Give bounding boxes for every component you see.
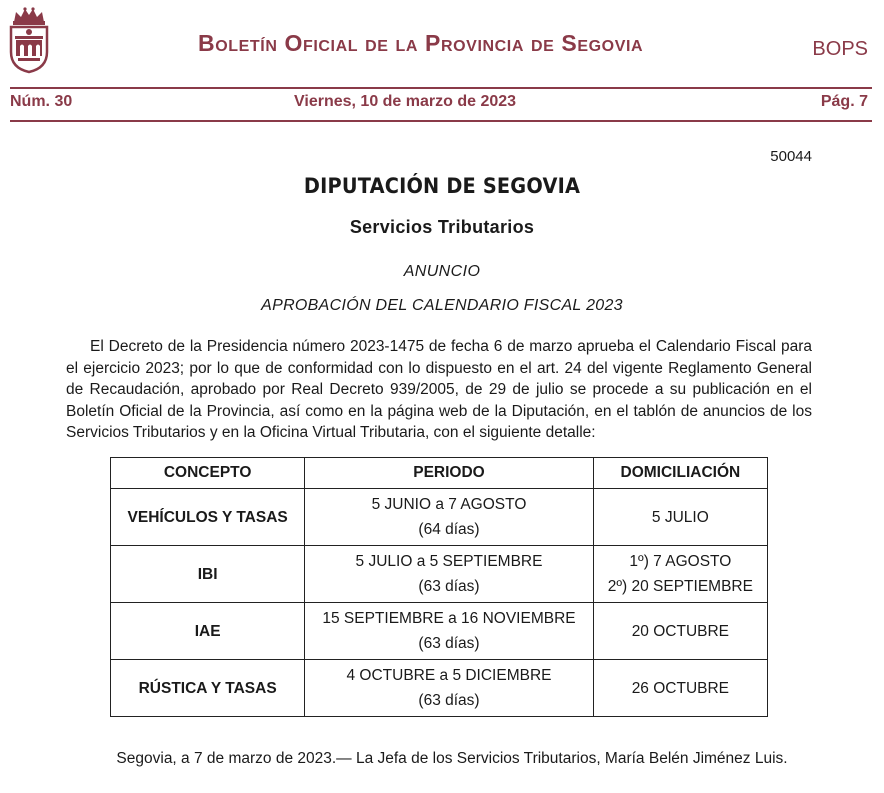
direct-debit-date: 26 OCTUBRE bbox=[631, 679, 730, 697]
period-cell bbox=[305, 603, 593, 660]
announcement-ref-number: 50044 bbox=[770, 148, 812, 165]
issue-date: Viernes, 10 de marzo de 2023 bbox=[294, 93, 517, 110]
period-cell bbox=[305, 660, 593, 717]
direct-debit-date: 20 OCTUBRE bbox=[631, 622, 730, 640]
concept-cell: RÚSTICA Y TASAS bbox=[111, 660, 305, 717]
period-range: 4 OCTUBRE a 5 DICIEMBRE bbox=[346, 667, 552, 684]
direct-debit-date: 1º) 7 AGOSTO bbox=[629, 553, 732, 570]
column-header-direct-debit: DOMICILIACIÓN bbox=[593, 458, 767, 489]
body-paragraph: El Decreto de la Presidencia número 2023-1475 de fecha 6 de marzo aprueba el Calendario Fiscal para el ejercicio 2023; por lo que de conformidad con lo dispuesto en el art. 24 del vigente Reglamento General de Recaudación, aprobado por Real Decreto 939/2005, de 29 de julio se procede a su publicación en el Boletín Oficial de la Provincia, así como en la página web de la Diputación, en el tablón de anuncios de los Servicios Tributarios y en la Oficina Virtual Tributaria, con el siguiente detalle: bbox=[66, 338, 812, 441]
period-days: (64 días) bbox=[418, 521, 480, 538]
period-range: 5 JUNIO a 7 AGOSTO bbox=[371, 496, 527, 513]
notice-type: ANUNCIO bbox=[403, 263, 481, 280]
department-heading: Servicios Tributarios bbox=[349, 217, 535, 237]
period-range: 5 JULIO a 5 SEPTIEMBRE bbox=[355, 553, 543, 570]
notice-subject: APROBACIÓN DEL CALENDARIO FISCAL 2023 bbox=[261, 297, 623, 314]
period-days: (63 días) bbox=[418, 692, 480, 709]
direct-debit-date: 2º) 20 SEPTIEMBRE bbox=[607, 578, 753, 595]
direct-debit-date: 5 JULIO bbox=[651, 508, 709, 526]
direct-debit-cell bbox=[593, 546, 767, 603]
bulletin-header bbox=[0, 0, 884, 90]
direct-debit-cell bbox=[593, 660, 767, 717]
organization-heading: DIPUTACIÓN DE SEGOVIA bbox=[303, 174, 581, 198]
bulletin-title: Boletín Oficial de la Provincia de Segovia bbox=[198, 30, 644, 56]
concept-cell: VEHÍCULOS Y TASAS bbox=[111, 489, 305, 546]
table-header-row bbox=[111, 458, 768, 489]
table-row bbox=[111, 660, 768, 717]
table-row bbox=[111, 489, 768, 546]
period-days: (63 días) bbox=[418, 635, 480, 652]
issue-number: Núm. 30 bbox=[10, 93, 73, 110]
column-header-concept: CONCEPTO bbox=[111, 458, 305, 489]
header-divider-bottom bbox=[10, 120, 872, 122]
concept-cell: IAE bbox=[111, 603, 305, 660]
period-cell bbox=[305, 489, 593, 546]
page-number: Pág. 7 bbox=[820, 93, 868, 110]
concept-cell: IBI bbox=[111, 546, 305, 603]
table-row bbox=[111, 546, 768, 603]
fiscal-calendar-table bbox=[110, 457, 768, 717]
bulletin-acronym: BOPS bbox=[812, 38, 868, 60]
table-row bbox=[111, 603, 768, 660]
period-range: 15 SEPTIEMBRE a 16 NOVIEMBRE bbox=[322, 610, 576, 627]
period-cell bbox=[305, 546, 593, 603]
direct-debit-cell bbox=[593, 603, 767, 660]
coat-of-arms-icon bbox=[6, 6, 52, 74]
period-days: (63 días) bbox=[418, 578, 480, 595]
header-divider-top bbox=[10, 87, 872, 89]
direct-debit-cell bbox=[593, 489, 767, 546]
column-header-period: PERIODO bbox=[305, 458, 593, 489]
signature-line: Segovia, a 7 de marzo de 2023.— La Jefa de los Servicios Tributarios, María Belén Jiménez Luis. bbox=[116, 750, 788, 767]
